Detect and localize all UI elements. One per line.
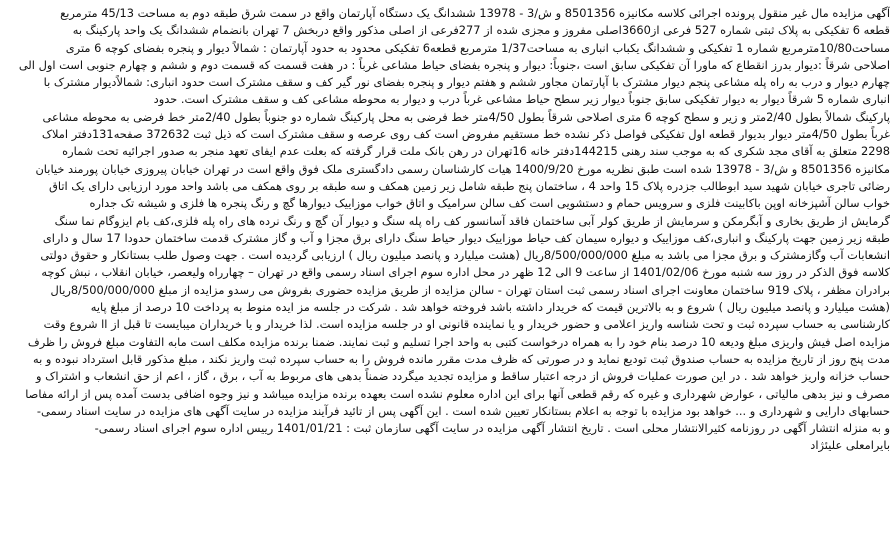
notice-signature-line: بایرامعلی علیئژاد <box>810 438 890 453</box>
notice-line-14: طبقه زیر زمین جهت پارکینگ و انباری،کف موزاییک و دیواره سیمان کف حیاط موزاییک دیوار حیاط سنگ دارای برق مجزا و آب و گاز مشترک قدمت ساختمان حدودا 17 سال و دارای <box>42 230 890 245</box>
notice-line-5: چهارم دیوار و درب به راه پله مشاعی پنجم دیوار مشترک با آپارتمان مجاور ششم و هفتم دیوار و پنجره بفضای نور گیر کف و سقف مشترک است حدود انباری: شمالاًدیوار مشترک با <box>43 75 890 90</box>
notice-line-9: 2298 متعلق به آقای مجد شکری که به موجب سند رهنی 144215دفتر خانه 16تهران در رهن بانک ملت قرار گرفته که بعلت عدم ایفای تعهد منجر به صدور اجرائیه تحت شماره <box>62 144 890 159</box>
notice-line-12: خواب سالن آشپزخانه اوپن باکابینت فلزی و سرویس حمام و دستشویی است کف سالن سرامیک و اتاق خواب موزاییک دیوارها گچ و رنگ پنجره ها فلزی و شیشه تک جداره <box>89 196 890 211</box>
notice-line-2: قطعه 6 تفکیکی به پلاک ثبتی شماره 527 فرعی از3660اصلی مفروز و مجزی شده از 277فرعی از اصلی مذکور واقع دربخش 7 تهران بانضمام ششدانگ یک واحد پارکینگ به <box>72 23 890 38</box>
notice-line-8: غرباً بطول 4/50متر دیوار بدیوار قطعه اول تفکیکی فواصل ذکر نشده خط مستقیم مفروض است کف روی عرصه و سقف مشترک است که ذیل ثبت 372632 صفحه131دفتر املاک <box>41 127 890 142</box>
notice-line-16: کلاسه فوق الذکر در روز سه شنبه مورخ 1401/02/06 از ساعت 9 الی 12 ظهر در محل اداره سوم اجرای اسناد رسمی واقع در تهران – چهارراه ولیعصر، خیابان انقلاب ، نبش کوچه <box>41 265 890 280</box>
notice-line-17: برادران مظفر ، پلاک 919 ساختمان معاونت اجرای اسناد رسمی ثبت استان تهران - سالن مزایده از طریق مزایده حضوری بفروش می رسدو مزایده از مبلغ 8/500/000/000ریال <box>50 282 890 297</box>
notice-line-20: مزایده اصل فیش واریزی مبلغ ودیعه 10 درصد بنام خود را به همراه درخواست کتبی به واحد اجرا تسلیم و ثبت نمایند. ضمنا برنده مزایده مکلف است مابه التفاوت مبلغ فروش را ظرف <box>27 334 890 349</box>
notice-line-6: انباری شماره 5 شرقاً دیوار به دیوار تفکیکی سابق جنوباً دیوار زیر سطح حیاط مشاعی غرباً درب و دیوار به محوطه مشاعی کف و سقف مشترک است. حدود <box>153 92 890 107</box>
notice-line-25: و به منزله انتشار آگهی در روزنامه کثیرالانتشار محلی است . تاریخ انتشار آگهی مزایده در سایت آگهی سازمان ثبت : 1401/01/21 رییس اداره سوم اجرای اسناد رسمی- <box>94 421 890 436</box>
notice-line-22: حساب خزانه واریز خواهد شد . در این صورت عملیات فروش از درجه اعتبار ساقط و مزایده تجدید میگردد ضمناً بدهی های مربوط به آب ، برق ، گاز ، اعم از حق انشعاب و اشتراک و <box>36 369 890 384</box>
notice-line-19: کارشناسی به حساب سپرده ثبت و تحت شناسه واریز اعلامی و حضور خریدار و یا نماینده قانونی او در جلسه مزایده است. لذا خریدار و یا خریداران میبایست تا قبل از اا شروع وقت <box>43 317 890 332</box>
notice-line-7: پارکینگ شمالاً بطول 2/40متر و زیر و سطح کوچه 6 متری اصلاحی شرقاً بطول 4/50متر خط فرضی به محل پارکینگ شماره دو جنوباً بطول 2/40متر خط فرضی به محوطه مشاعی <box>42 109 890 124</box>
notice-line-24: حسابهای دارایی و شهرداری و ... خواهد بود مزایده با توجه به اعلام بستانکار تعیین شده است . این آگهی پس از تائید فرآیند مزایده در سایت آگهی های مزایده در سایت اسناد رسمی- <box>36 403 890 418</box>
notice-line-15: انشعابات آب وگازمشترک و برق مجزا می باشد به مبلغ 8/500/000/000ریال (هشت میلیارد و پانصد میلیون ریال ) ارزیابی گردیده است . جهت وصول طلب بستانکار و حقوق دولتی <box>40 248 890 263</box>
notice-line-11: رضائی تاجری خیابان شهید سید ابوطالب جزدره پلاک 15 واحد 4 ، ساختمان پنج طبقه شامل زیر زمین همکف و سه طبقه بر روی همکف می باشد واحد مورد ارزیابی دارای یک اتاق <box>49 178 890 193</box>
notice-line-21: مدت پنج روز از تاریخ مزایده به حساب صندوق ثبت تودیع نماید و در صورتی که ظرف مدت مقرر مانده فروش را به حساب سپرده ثبت واریز نکند ، مبلغ مذکور قابل استرداد نبوده و به <box>32 351 890 366</box>
notice-line-13: گرمایش از طریق بخاری و آبگرمکن و سرمایش از طریق کولر آبی ساختمان فاقد آسانسور کف راه پله سنگ و دیوار آن گچ و رنگ نرده های راه پله فلزی،کف بام ایزوگام نما سنگ <box>54 213 890 228</box>
auction-notice-document <box>5 5 890 526</box>
notice-line-3: مساحت10/80مترمربع شماره 1 تفکیکی و ششدانگ یکباب انباری به مساحت1/37 مترمربع قطعه6 تفکیکی محدود به حدود آپارتمان : شمالاً دیوار و پنجره بفضای کوچه 6 متری <box>65 40 890 55</box>
notice-line-4: اصلاحی شرقاً :دیوار بدرز انقطاع که ماورا آن تفکیکی سابق است ،جنوباً: دیوار و پنجره بفضای حیاط مشاعی غرباً : در هفت قسمت که قسمت دوم و ششم و چهارم جنوبی است اول الی <box>18 57 890 72</box>
notice-line-1: آگهی مزایده مال غیر منقول پرونده اجرائی کلاسه مکانیزه 8501356 و ش/3 - 13978 ششدانگ یک دستگاه آپارتمان واقع در سمت شرق طبقه دوم به مساحت 45/13 مترمربع <box>60 6 890 20</box>
notice-line-18: (هشت میلیارد و پانصد میلیون ریال ) شروع و به بالاترین قیمت که خریدار داشته باشد فروخته خواهد شد . شرکت در جلسه مز ایده منوط به پرداخت 10 درصد از مبلغ پایه <box>90 300 890 315</box>
notice-line-10: مکانیزه 8501356 و ش/3 - 13978 شده است طبق نظریه مورخ 1400/9/20 هیات کارشناسان رسمی دادگستری ملک فوق واقع است در تهران خیابان پیروزی خیابان پورمند خیابان <box>35 161 890 176</box>
notice-line-23: مصرف و نیز بدهی مالیاتی ، عوارض شهرداری و غیره که رقم قطعی آنها برای این اداره معلوم نشده است بعهده برنده مزایده میباشد و نیز وجوه اضافی بدست آمده پس از ارائه مفاصا <box>25 386 890 401</box>
